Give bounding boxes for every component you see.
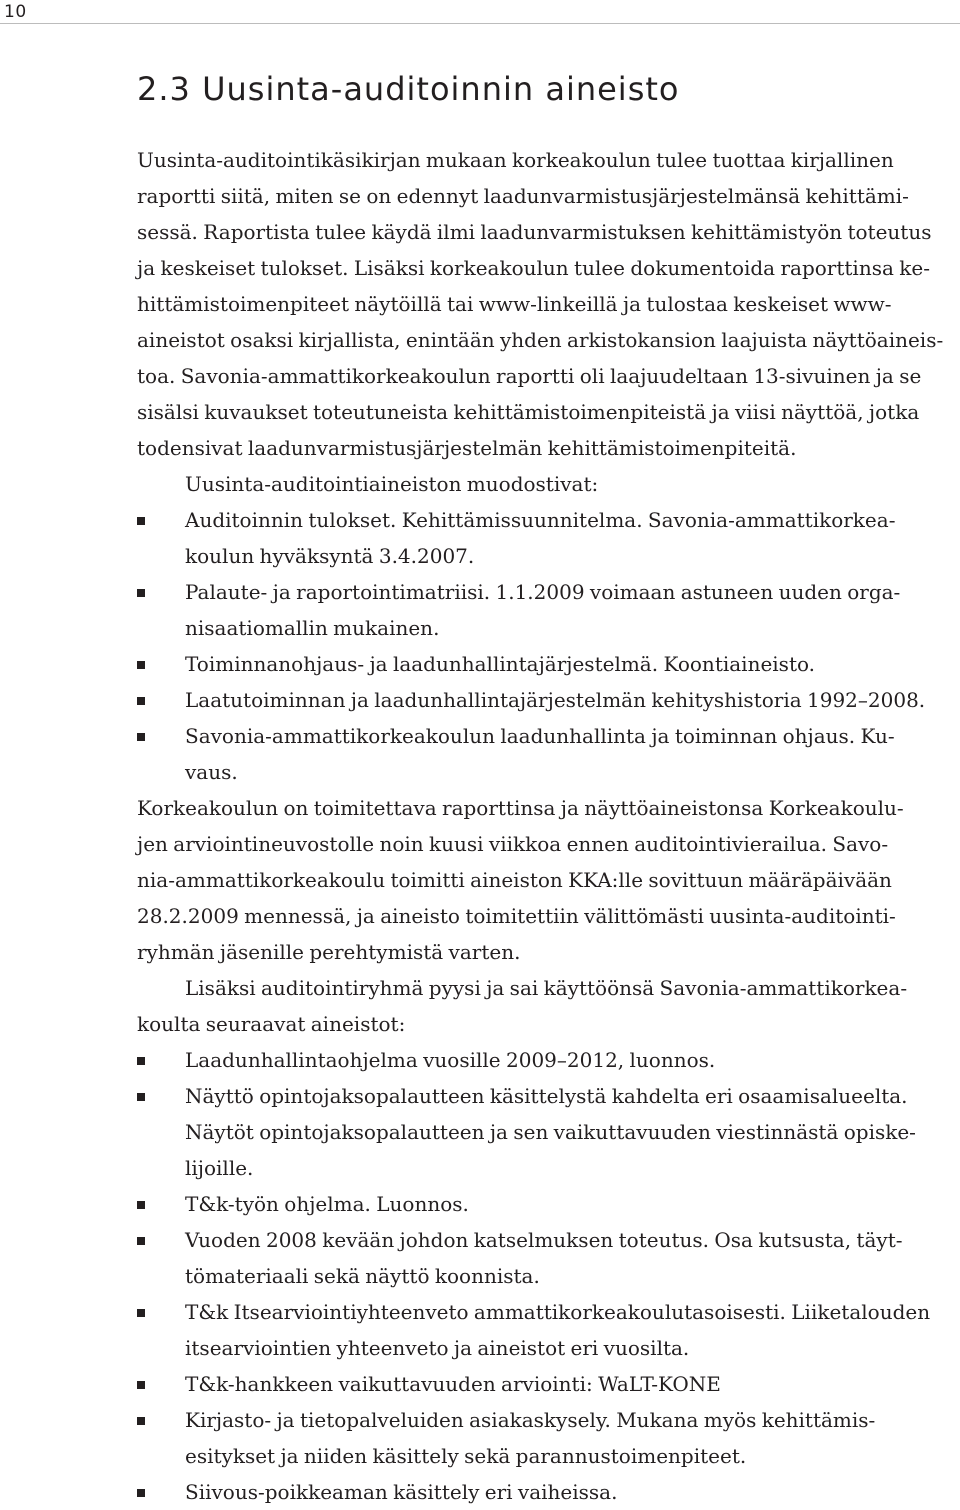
list-item-continuation: koulun hyväksyntä 3.4.2007.: [185, 544, 475, 568]
text-line: sessä. Raportista tulee käydä ilmi laadunvarmistuksen kehittämistyön toteutus: [137, 220, 932, 244]
list-item-text: Vuoden 2008 kevään johdon katselmuksen toteutus. Osa kutsusta, täyt-: [185, 1228, 903, 1252]
bullet-icon: [137, 661, 145, 669]
list-item-text: T&k-hankkeen vaikuttavuuden arviointi: WaLT-KONE: [185, 1372, 721, 1396]
list-item: [137, 1222, 955, 1258]
page-number: 10: [4, 2, 27, 22]
body-text: [137, 142, 955, 1510]
bullet-icon: [137, 589, 145, 597]
list-item: [137, 502, 955, 538]
text-line: jen arviointineuvostolle noin kuusi viikkoa ennen auditointivierailua. Savo-: [137, 832, 889, 856]
text-line: Uusinta-auditointikäsikirjan mukaan korkeakoulun tulee tuottaa kirjallinen: [137, 148, 894, 172]
bullet-icon: [137, 1309, 145, 1317]
text-line: Lisäksi auditointiryhmä pyysi ja sai käyttöönsä Savonia-ammattikorkea-: [185, 976, 908, 1000]
list-item: [137, 646, 955, 682]
list-item-text: Savonia-ammattikorkeakoulun laadunhallinta ja toiminnan ohjaus. Ku-: [185, 724, 895, 748]
list-item: [137, 682, 955, 718]
list-item-continuation: lijoille.: [185, 1156, 254, 1180]
bullet-icon: [137, 1093, 145, 1101]
bullet-icon: [137, 1201, 145, 1209]
list-item-text: Toiminnanohjaus- ja laadunhallintajärjestelmä. Koontiaineisto.: [185, 652, 816, 676]
text-line: ja keskeiset tulokset. Lisäksi korkeakoulun tulee dokumentoida raporttinsa ke-: [137, 256, 930, 280]
list-item: [137, 1294, 955, 1330]
list-item-continuation: tömateriaali sekä näyttö koonnista.: [185, 1264, 540, 1288]
list-item: [137, 1474, 955, 1510]
list-intro: Uusinta-auditointiaineiston muodostivat:: [185, 472, 599, 496]
bullet-icon: [137, 1057, 145, 1065]
text-line: 28.2.2009 mennessä, ja aineisto toimitettiin välittömästi uusinta-auditointi-: [137, 904, 896, 928]
list-item-text: Näyttö opintojaksopalautteen käsittelystä kahdelta eri osaamisalueelta.: [185, 1084, 908, 1108]
bullet-icon: [137, 1381, 145, 1389]
list-item: [137, 1366, 955, 1402]
header-rule: [0, 23, 960, 24]
bullet-icon: [137, 1417, 145, 1425]
list-item-text: Laatutoiminnan ja laadunhallintajärjestelmän kehityshistoria 1992–2008.: [185, 688, 926, 712]
list-item: [137, 1078, 955, 1114]
bullet-icon: [137, 517, 145, 525]
text-line: hittämistoimenpiteet näytöillä tai www-linkeillä ja tulostaa keskeiset www-: [137, 292, 892, 316]
text-line: raportti siitä, miten se on edennyt laadunvarmistusjärjestelmänsä kehittämi-: [137, 184, 909, 208]
bullet-icon: [137, 697, 145, 705]
list-item-continuation: nisaatiomallin mukainen.: [185, 616, 440, 640]
list-item-continuation: itsearviointien yhteenveto ja aineistot eri vuosilta.: [185, 1336, 690, 1360]
bullet-icon: [137, 1237, 145, 1245]
text-line: aineistot osaksi kirjallista, enintään yhden arkistokansion laajuista näyttöaineis-: [137, 328, 944, 352]
text-line: ryhmän jäsenille perehtymistä varten.: [137, 940, 521, 964]
text-line: todensivat laadunvarmistusjärjestelmän kehittämistoimenpiteitä.: [137, 436, 797, 460]
text-line: nia-ammattikorkeakoulu toimitti aineiston KKA:lle sovittuun määräpäivään: [137, 868, 892, 892]
text-line: Korkeakoulun on toimitettava raporttinsa ja näyttöaineistonsa Korkeakoulu-: [137, 796, 904, 820]
list-item-text: Laadunhallintaohjelma vuosille 2009–2012, luonnos.: [185, 1048, 716, 1072]
list-item: [137, 1042, 955, 1078]
list-item: [137, 718, 955, 754]
list-item: [137, 1402, 955, 1438]
list-item-continuation: esitykset ja niiden käsittely sekä parannustoimenpiteet.: [185, 1444, 747, 1468]
list-item-text: Siivous-poikkeaman käsittely eri vaiheissa.: [185, 1480, 618, 1504]
list-item-text: T&k-työn ohjelma. Luonnos.: [185, 1192, 469, 1216]
list-item: [137, 574, 955, 610]
list-item-text: T&k Itsearviointiyhteenveto ammattikorkeakoulutasoisesti. Liiketalouden: [185, 1300, 931, 1324]
list-item-continuation: vaus.: [185, 760, 238, 784]
list-item-text: Palaute- ja raportointimatriisi. 1.1.2009 voimaan astuneen uuden orga-: [185, 580, 901, 604]
list-item-text: Kirjasto- ja tietopalveluiden asiakaskysely. Mukana myös kehittämis-: [185, 1408, 876, 1432]
list-item-text: Auditoinnin tulokset. Kehittämissuunnitelma. Savonia-ammattikorkea-: [185, 508, 896, 532]
list-item-continuation: Näytöt opintojaksopalautteen ja sen vaikuttavuuden viestinnästä opiske-: [185, 1120, 916, 1144]
text-line: toa. Savonia-ammattikorkeakoulun raportti oli laajuudeltaan 13-sivuinen ja se: [137, 364, 922, 388]
text-line: koulta seuraavat aineistot:: [137, 1012, 406, 1036]
section-heading: 2.3 Uusinta-auditoinnin aineisto: [137, 70, 680, 108]
bullet-icon: [137, 1489, 145, 1497]
list-item: [137, 1186, 955, 1222]
bullet-icon: [137, 733, 145, 741]
text-line: sisälsi kuvaukset toteutuneista kehittämistoimenpiteistä ja viisi näyttöä, jotka: [137, 400, 920, 424]
